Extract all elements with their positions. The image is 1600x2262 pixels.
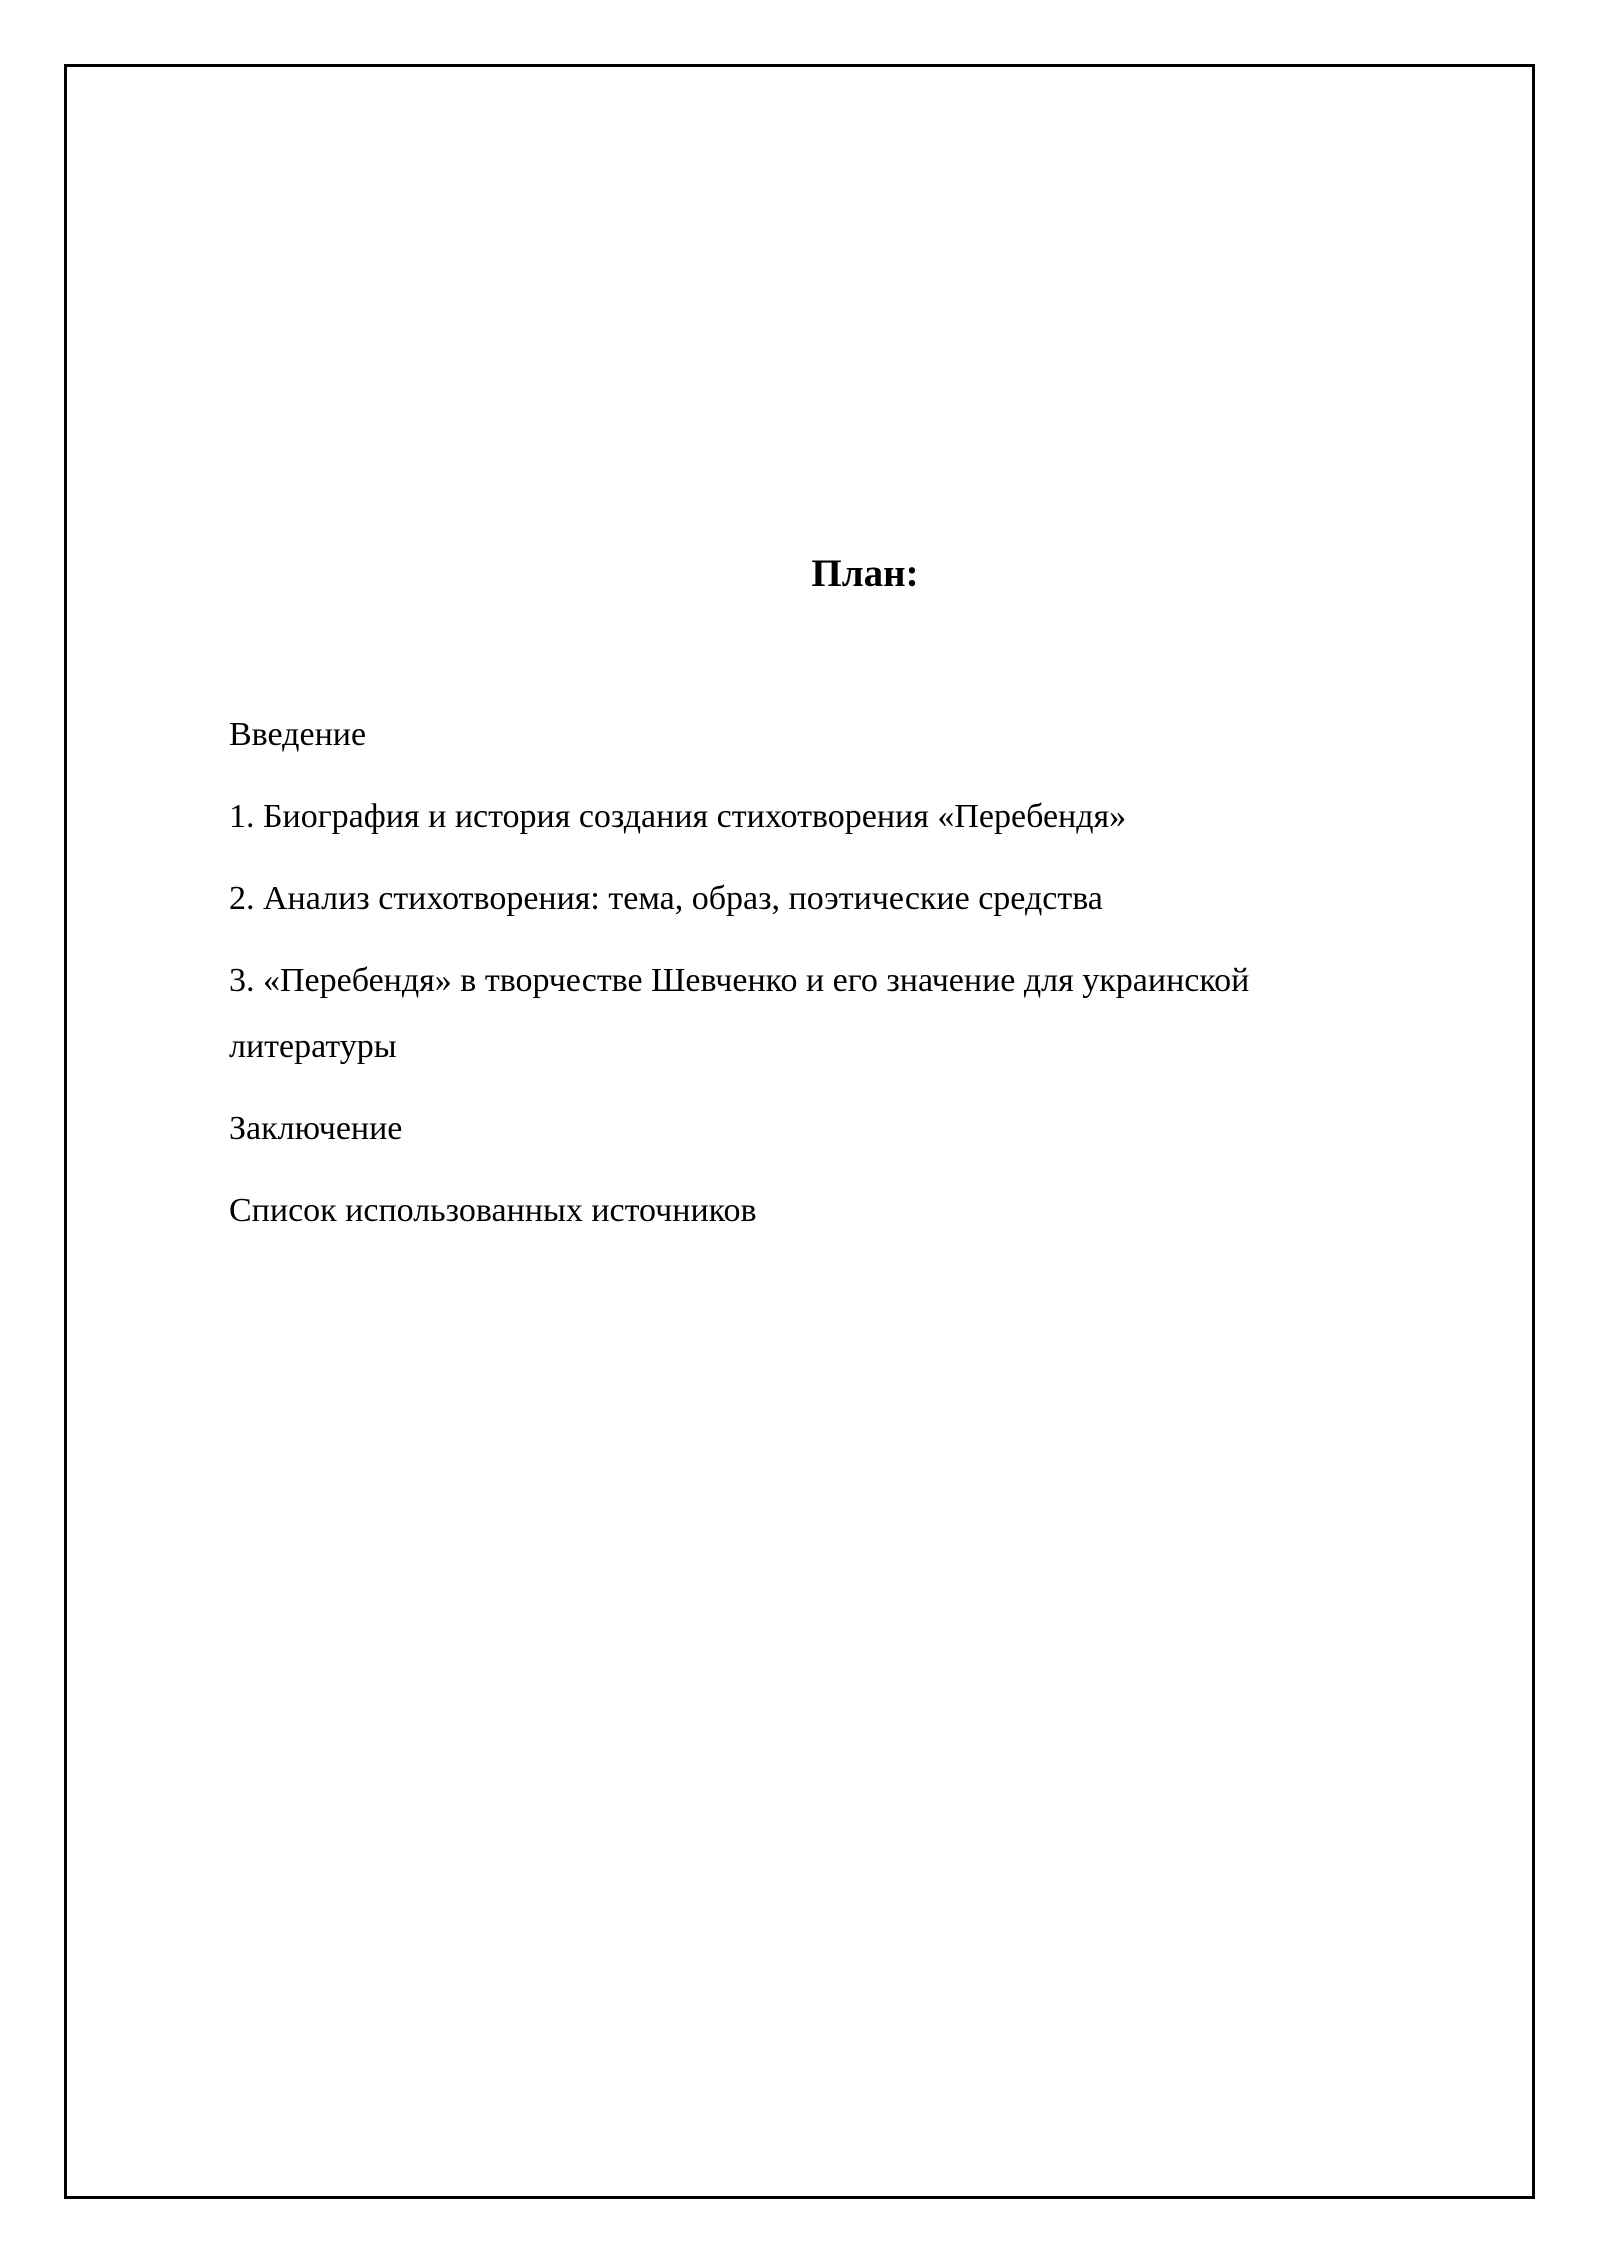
plan-item-chapter-2: 2. Анализ стихотворения: тема, образ, поэтические средства [229, 880, 1103, 917]
plan-item-conclusion: Заключение [229, 1110, 403, 1147]
plan-item-introduction: Введение [229, 716, 367, 753]
plan-item-chapter-3: 3. «Перебендя» в творчестве Шевченко и его значение для украинской литературы [229, 962, 1250, 1065]
page-title: План: [811, 552, 919, 595]
plan-item-references: Список использованных источников [229, 1192, 757, 1229]
plan-item-chapter-1: 1. Биография и история создания стихотворения «Перебендя» [229, 798, 1127, 835]
plan-list [229, 702, 1409, 1260]
